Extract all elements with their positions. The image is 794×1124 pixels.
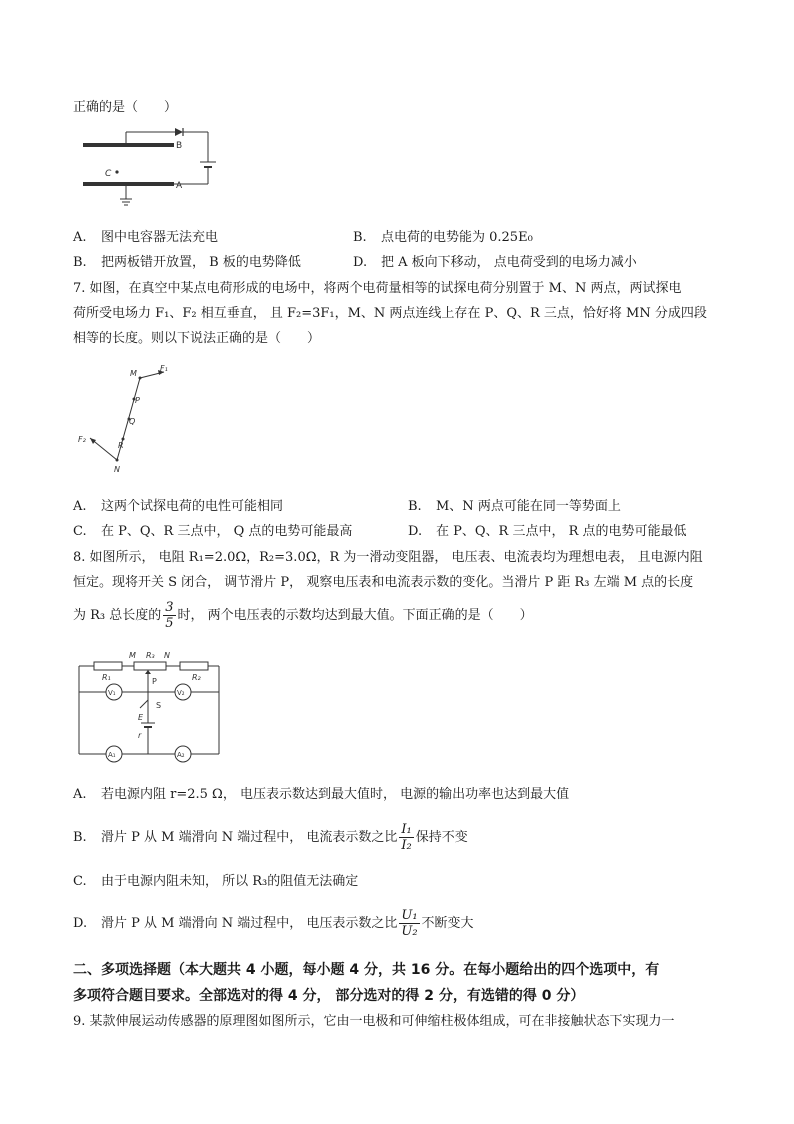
q8-ammeter-a2: A₂ xyxy=(177,751,185,759)
q7-label-p: P xyxy=(135,396,140,405)
q8-label-n: N xyxy=(164,651,170,660)
section-2-heading-line-2: 多项符合题目要求。全部选对的得 4 分， 部分选对的得 2 分，有选错的得 0 分） xyxy=(73,988,585,1004)
q8-label-r: r xyxy=(138,731,142,740)
q7-option-c[interactable]: C. 在 P、Q、R 三点中， Q 点的电势可能最高 xyxy=(73,524,353,539)
q8-option-b[interactable]: B. 滑片 P 从 M 端滑向 N 端过程中， 电流表示数之比 $\frac{\text{I₁}}{\text{I₂}}$ 保持不变 xyxy=(73,822,468,853)
q8-option-d[interactable]: D. 滑片 P 从 M 端滑向 N 端过程中， 电压表示数之比 $\frac{\text{U₁}}{\text{U₂}}$ 不断变大 xyxy=(73,908,474,939)
q7-label-q: Q xyxy=(129,417,136,426)
q6-option-a[interactable]: A. 图中电容器无法充电 xyxy=(73,230,219,245)
q8-label-r3: R₃ xyxy=(146,651,155,660)
q7-label-f1: F₁ xyxy=(160,364,168,373)
q8-stem-line-1: 8. 如图所示， 电阻 R₁=2.0Ω，R₂=3.0Ω，R 为一滑动变阻器， 电压表、电流表均为理想电表， 且电源内阻 xyxy=(73,550,703,565)
q7-option-a[interactable]: A. 这两个试探电荷的电性可能相同 xyxy=(73,499,284,514)
q7-label-f2: F₂ xyxy=(78,435,86,444)
q6-label-c: C xyxy=(105,169,112,179)
q6-label-a: A xyxy=(176,181,183,191)
q7-stem-line-3: 相等的长度。则以下说法正确的是（ ） xyxy=(73,331,321,346)
q8-ammeter-a1: A₁ xyxy=(108,751,116,759)
q7-option-b[interactable]: B. M、N 两点可能在同一等势面上 xyxy=(408,499,621,514)
q8-voltmeter-v2: V₂ xyxy=(177,689,185,697)
q8-stem-line-2: 恒定。现将开关 S 闭合， 调节滑片 P， 观察电压表和电流表示数的变化。当滑片 P 距 R₃ 左端 M 点的长度 xyxy=(73,575,694,590)
q8-option-a[interactable]: A. 若电源内阻 r=2.5 Ω， 电压表示数达到最大值时， 电源的输出功率也达到最大值 xyxy=(73,787,570,802)
q8-fraction: $\frac{3}{5}$ xyxy=(165,600,174,631)
q7-label-m: M xyxy=(130,369,137,378)
q7-stem-line-2: 荷所受电场力 F₁、F₂ 相互垂直， 且 F₂=3F₁，M、N 两点连线上存在 P、Q、R 三点，恰好将 MN 分成四段 xyxy=(73,306,707,321)
q9-stem-line-1: 9. 某款伸展运动传感器的原理图如图所示，它由一电极和可伸缩柱极体组成，可在非接触状态下实现力一 xyxy=(73,1014,675,1029)
q6-option-b[interactable]: B. 点电荷的电势能为 0.25E₀ xyxy=(353,230,533,245)
q7-label-n: N xyxy=(114,465,120,474)
q8-label-s: S xyxy=(156,701,162,710)
q7-field-figure xyxy=(72,362,182,477)
q8-stem-line-3: 为 R₃ 总长度的 $\frac{3}{5}$ 时， 两个电压表的示数均达到最大值。下面正确的是（ ） xyxy=(73,600,533,631)
q6-label-b: B xyxy=(176,141,183,151)
q6-capacitor-figure xyxy=(80,125,230,210)
q8-voltmeter-v1: V₁ xyxy=(108,689,116,697)
q7-stem-line-1: 7. 如图，在真空中某点电荷形成的电场中，将两个电荷量相等的试探电荷分别置于 M、N 两点，两试探电 xyxy=(73,281,682,296)
section-2-heading-line-1: 二、多项选择题（本大题共 4 小题，每小题 4 分，共 16 分。在每小题给出的四个选项中，有 xyxy=(73,962,660,978)
q8-label-e: E xyxy=(138,713,144,722)
q6-stem-tail: 正确的是（ ） xyxy=(73,100,178,115)
q8-option-c[interactable]: C. 由于电源内阻未知， 所以 R₃的阻值无法确定 xyxy=(73,874,359,889)
q8-label-m: M xyxy=(129,651,136,660)
q6-option-c[interactable]: B. 把两板错开放置， B 板的电势降低 xyxy=(73,255,301,270)
q7-label-r: R xyxy=(118,441,124,450)
q8-circuit-figure xyxy=(76,648,226,763)
q8-label-r1: R₁ xyxy=(102,673,111,682)
q6-option-d[interactable]: D. 把 A 板向下移动， 点电荷受到的电场力减小 xyxy=(353,255,637,270)
q7-option-d[interactable]: D. 在 P、Q、R 三点中， R 点的电势可能最低 xyxy=(408,524,687,539)
q8-label-p: P xyxy=(152,677,157,686)
q8-label-r2: R₂ xyxy=(192,673,201,682)
